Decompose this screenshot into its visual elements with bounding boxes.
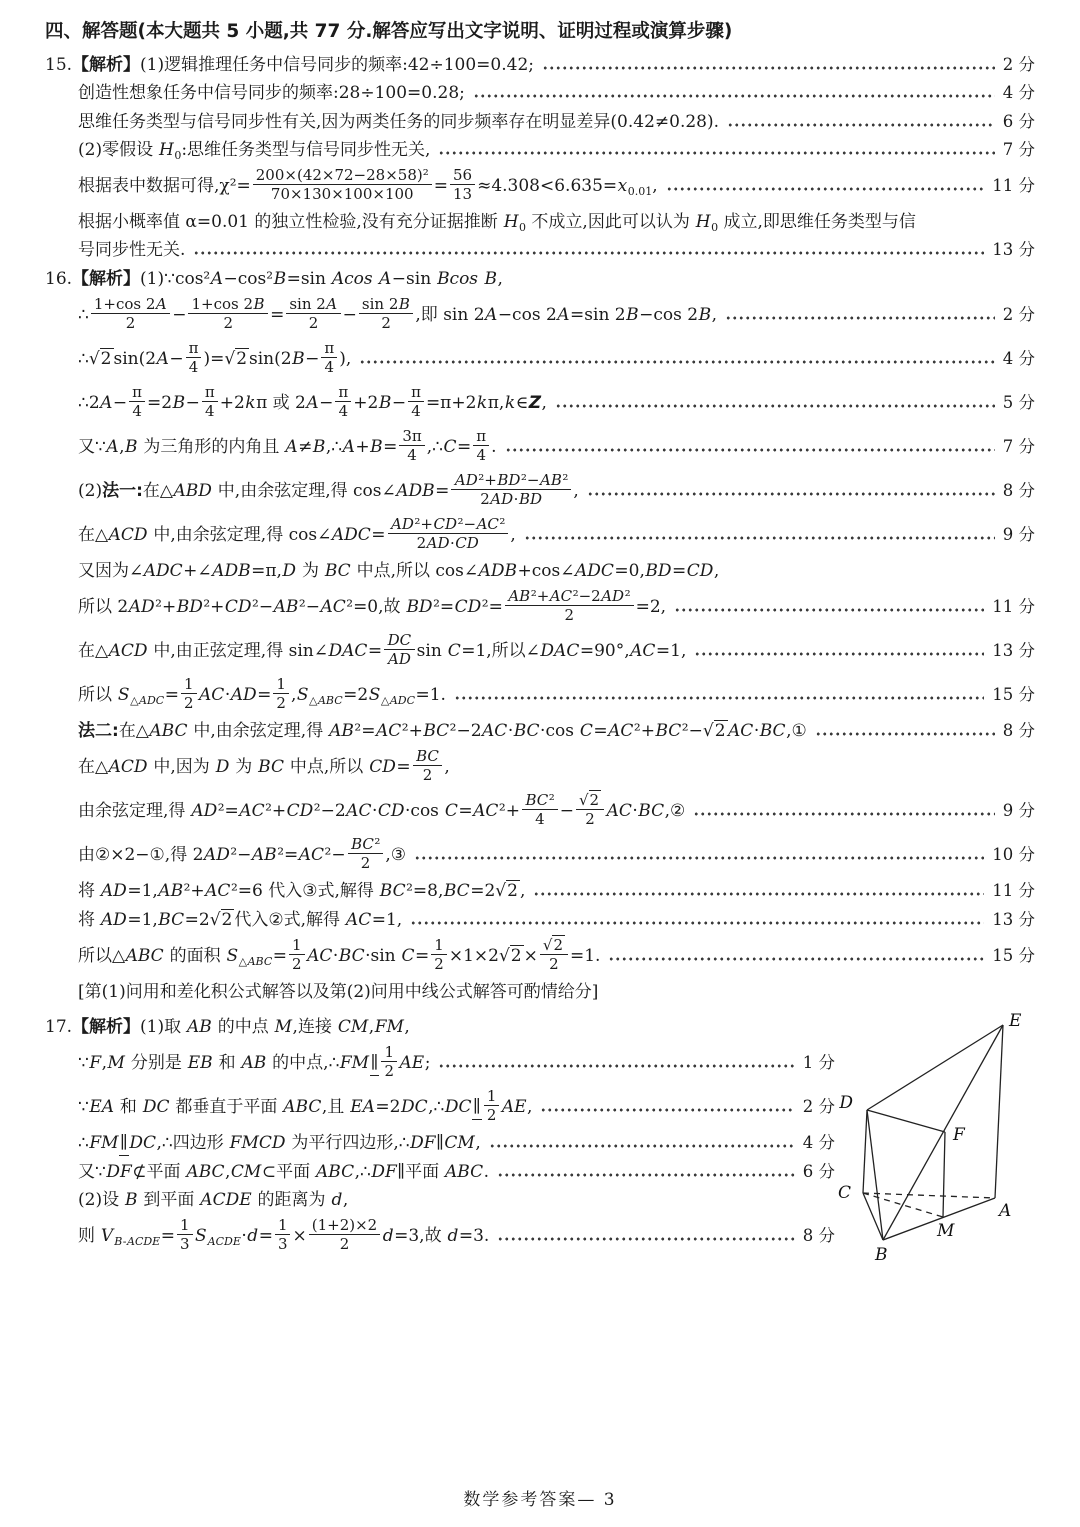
vertex-label-M: M (937, 1221, 955, 1242)
dotted-leader (815, 732, 995, 736)
dotted-leader (193, 251, 984, 255)
solution-line (78, 1089, 835, 1126)
score-label: 7 分 (1002, 436, 1035, 456)
dotted-leader (497, 1173, 795, 1177)
line-text: 号同步性无关. (78, 240, 186, 261)
score-label: 1 分 (802, 1053, 835, 1073)
line-text: 则 $V_{B-ACDE}=$ $\frac{1}{3}$ $S_{ACDE}\cdot d=$ $\frac{1}{3}$ × $\frac{(1+2)\times 2}{2}$ d=3,故 d=3. (78, 1216, 490, 1254)
line-text: ∵F,M 分别是 EB 和 AB 的中点,∴FM∥ $\frac{1}{2}$ AE; (78, 1043, 431, 1081)
vertex-label-B: B (875, 1245, 888, 1266)
solution-line (78, 168, 1035, 205)
solution-line (78, 793, 1035, 830)
score-label: 10 分 (992, 845, 1035, 865)
solution-line (78, 514, 1035, 554)
solution-line (45, 269, 1035, 290)
dotted-leader (438, 151, 994, 155)
line-text: 在△ACD 中,由余弦定理,得 cos∠ADC= $\frac{\text{AD²+CD²−AC²}}{2AD\cdot CD}$ , (78, 514, 516, 552)
solution-line (78, 212, 1035, 233)
dotted-leader (410, 921, 984, 925)
line-text: 又∵A,B 为三角形的内角且 A≠B,∴A+B= $\frac{3\pi}{4}$ ,∴C= $\frac{\pi}{4}$ . (78, 426, 497, 464)
solution-line (78, 1045, 835, 1082)
dotted-leader (542, 66, 995, 70)
dotted-leader (524, 536, 995, 540)
dotted-leader (608, 957, 984, 961)
score-label: 13 分 (992, 641, 1035, 661)
line-text: ∴FM∥DC,∴四边形 FMCD 为平行四边形,∴DF∥CM, (78, 1133, 481, 1154)
line-text: ∴ $\frac{1+\cos 2A}{2}$ − $\frac{1+\cos 2B}{2}$ = $\frac{\sin 2A}{2}$ − $\frac{\sin 2B}{2}$ ,即 sin 2A−cos 2A=sin 2B−cos 2B, (78, 294, 717, 332)
line-text: 根据小概率值 α=0.01 的独立性检验,没有充分证据推断 $H_0$ 不成立,因此可以认为 $H_0$ 成立,即思维任务类型与信 (78, 212, 916, 234)
solution-line (78, 837, 1035, 874)
dotted-leader (725, 316, 995, 320)
line-text: ∴2A− $\frac{\pi}{4}$ =2B− $\frac{\pi}{4}$ +2kπ 或 2A− $\frac{\pi}{4}$ +2B− $\frac{\pi}{4}$ =π+2kπ,k∈Z, (78, 382, 547, 420)
line-text: (2)法一:在△ABD 中,由余弦定理,得 cos∠ADB= $\frac{\text{AD²+BD²−AB²}}{2AD\cdot BD}$ , (78, 470, 579, 508)
solution-line (78, 1218, 835, 1255)
solution-line (78, 240, 1035, 261)
dotted-leader (497, 1237, 794, 1241)
line-text: 创造性想象任务中信号同步的频率:28÷100=0.28; (78, 83, 465, 104)
solution-line (78, 140, 1035, 161)
line-text: 在△ACD 中,因为 D 为 BC 中点,所以 CD= $\frac{BC}{2}$ , (78, 747, 450, 785)
problem-16-solution (45, 269, 1035, 1004)
dotted-leader (674, 608, 984, 612)
solution-line (78, 426, 1035, 466)
vertex-label-C: C (837, 1183, 851, 1204)
score-label: 15 分 (992, 685, 1035, 705)
line-text: [第(1)问用和差化积公式解答以及第(2)问用中线公式解答可酌情给分] (78, 981, 599, 1002)
line-text: 所以 2AD²+BD²+CD²−AB²−AC²=0,故 BD²=CD²= $\frac{\text{AB²+AC²−2AD²}}{2}$ =2, (78, 587, 667, 625)
dotted-leader (587, 492, 995, 496)
solution-line (78, 1162, 835, 1183)
score-label: 8 分 (1002, 721, 1035, 741)
solution-line (45, 1017, 835, 1038)
line-text: 又因为∠ADC+∠ADB=π,D 为 BC 中点,所以 cos∠ADB+cos∠ADC=0,BD=CD, (78, 560, 720, 581)
score-label: 2 分 (1002, 304, 1035, 324)
solution-line (78, 1190, 835, 1211)
figure-box (835, 1012, 1035, 1318)
line-text: ∵EA 和 DC 都垂直于平面 ABC,且 EA=2DC,∴DC∥ $\frac{1}{2}$ AE, (78, 1087, 533, 1125)
solution-line (78, 382, 1035, 422)
dotted-leader (454, 696, 984, 700)
line-text: 法二:在△ABC 中,由余弦定理,得 AB²=AC²+BC²−2AC·BC·cos C=AC²+BC²−√2 AC·BC,① (78, 721, 807, 742)
solution-line (78, 881, 1035, 902)
vertex-label-F: F (953, 1125, 965, 1146)
score-label: 7 分 (1002, 139, 1035, 159)
line-text: 由余弦定理,得 AD²=AC²+CD²−2AC·CD·cos C=AC²+ $\frac{\text{BC²}}{4}$ − $\frac{√2}{2}$ AC·BC,② (78, 791, 686, 829)
score-label: 9 分 (1002, 801, 1035, 821)
dotted-leader (438, 1064, 794, 1068)
solution-line (78, 83, 1035, 104)
solution-line (78, 294, 1035, 334)
solution-line (78, 561, 1035, 582)
score-label: 2 分 (1002, 55, 1035, 75)
solution-line (78, 982, 1035, 1003)
solution-line (78, 338, 1035, 378)
score-label: 4 分 (802, 1133, 835, 1153)
problem-17-solution (45, 1010, 835, 1262)
dotted-leader (533, 892, 984, 896)
score-label: 13 分 (992, 909, 1035, 929)
score-label: 11 分 (992, 597, 1035, 617)
problem-15-solution (45, 55, 1035, 262)
line-text: 在△ACD 中,由正弦定理,得 sin∠DAC= $\frac{DC}{AD}$ sin C=1,所以∠DAC=90°,AC=1, (78, 631, 687, 669)
solution-line (78, 633, 1035, 670)
line-text: 所以 $S_{\triangle ADC}=$ $\frac{1}{2}$ AC·AD= $\frac{1}{2}$ $,S_{\triangle ABC}=2S_{\triangle ADC}=1$. (78, 675, 446, 713)
line-text: (2)设 B 到平面 ACDE 的距离为 d, (78, 1189, 349, 1210)
vertex-label-A: A (999, 1201, 1012, 1222)
line-text: 将 AD=1,AB²+AC²=6 代入③式,解得 BC²=8,BC=2√2 , (78, 881, 526, 902)
section-heading: 四、解答题(本大题共 5 小题,共 77 分.解答应写出文字说明、证明过程或演算步骤) (45, 21, 733, 42)
solution-line (78, 910, 1035, 931)
vertex-label-E: E (1009, 1012, 1022, 1032)
tetrahedron-figure (835, 1012, 1035, 1312)
solution-line (78, 749, 1035, 786)
line-text: 所以△ABC 的面积 $S_{\triangle ABC}=$ $\frac{1}{2}$ AC·BC·sin C= $\frac{1}{2}$ ×1×2√2 × $\frac{√2}{2}$ =1. (78, 935, 601, 973)
solution-line (78, 589, 1035, 626)
line-text: (2)零假设 $H_0$:思维任务类型与信号同步性无关, (78, 139, 431, 162)
score-label: 15 分 (992, 945, 1035, 965)
dotted-leader (727, 123, 995, 127)
solution-line (78, 470, 1035, 510)
dotted-leader (666, 187, 985, 191)
line-text: 思维任务类型与信号同步性有关,因为两类任务的同步频率存在明显差异(0.42≠0.28). (78, 111, 720, 132)
solution-line (78, 677, 1035, 714)
score-label: 8 分 (1002, 480, 1035, 500)
line-text: 根据表中数据可得,χ²= $\frac{\text{200×(42×72−28×58)²}}{70\times 130\times 100\times 100}$ = $\frac{56}{13}$ $\approx 4.308<6.635=x_{0.01}$, (78, 166, 658, 204)
dotted-leader (473, 94, 995, 98)
solution-line (78, 935, 1035, 975)
line-text: 16.【解析】(1)∵cos²A−cos²B=sin Acos A−sin Bcos B, (45, 268, 503, 289)
solution-line (78, 1133, 835, 1154)
dotted-leader (694, 652, 984, 656)
score-label: 9 分 (1002, 524, 1035, 544)
solution-line (78, 112, 1035, 133)
dotted-leader (540, 1108, 794, 1112)
solution-line (78, 721, 1035, 742)
score-label: 11 分 (992, 176, 1035, 196)
line-text: 由②×2−①,得 2AD²−AB²=AC²− $\frac{\text{BC²}}{2}$ ,③ (78, 835, 407, 873)
dotted-leader (505, 448, 995, 452)
dotted-leader (414, 856, 984, 860)
dotted-leader (489, 1144, 795, 1148)
problem-17-block (45, 1010, 1035, 1318)
page-footer: 数学参考答案— 3 (463, 1489, 617, 1510)
dotted-leader (359, 360, 995, 364)
score-label: 6 分 (1002, 111, 1035, 131)
score-label: 4 分 (1002, 348, 1035, 368)
score-label: 11 分 (992, 881, 1035, 901)
line-text: ∴√2 sin(2A− $\frac{\pi}{4}$ )=√2 sin(2B− $\frac{\pi}{4}$ ), (78, 338, 352, 376)
dotted-leader (555, 404, 995, 408)
score-label: 5 分 (1002, 392, 1035, 412)
score-label: 2 分 (802, 1097, 835, 1117)
dotted-leader (693, 812, 994, 816)
line-text: 将 AD=1,BC=2√2 代入②式,解得 AC=1, (78, 909, 403, 930)
line-text: 17.【解析】(1)取 AB 的中点 M,连接 CM,FM, (45, 1017, 410, 1038)
score-label: 13 分 (992, 240, 1035, 260)
line-text: 又∵DF⊄平面 ABC,CM⊂平面 ABC,∴DF∥平面 ABC. (78, 1161, 490, 1182)
score-label: 6 分 (802, 1161, 835, 1181)
score-label: 4 分 (1002, 83, 1035, 103)
line-text: 15.【解析】(1)逻辑推理任务中信号同步的频率:42÷100=0.42; (45, 55, 535, 76)
score-label: 8 分 (802, 1226, 835, 1246)
solution-line (45, 55, 1035, 76)
vertex-label-D: D (839, 1093, 853, 1114)
